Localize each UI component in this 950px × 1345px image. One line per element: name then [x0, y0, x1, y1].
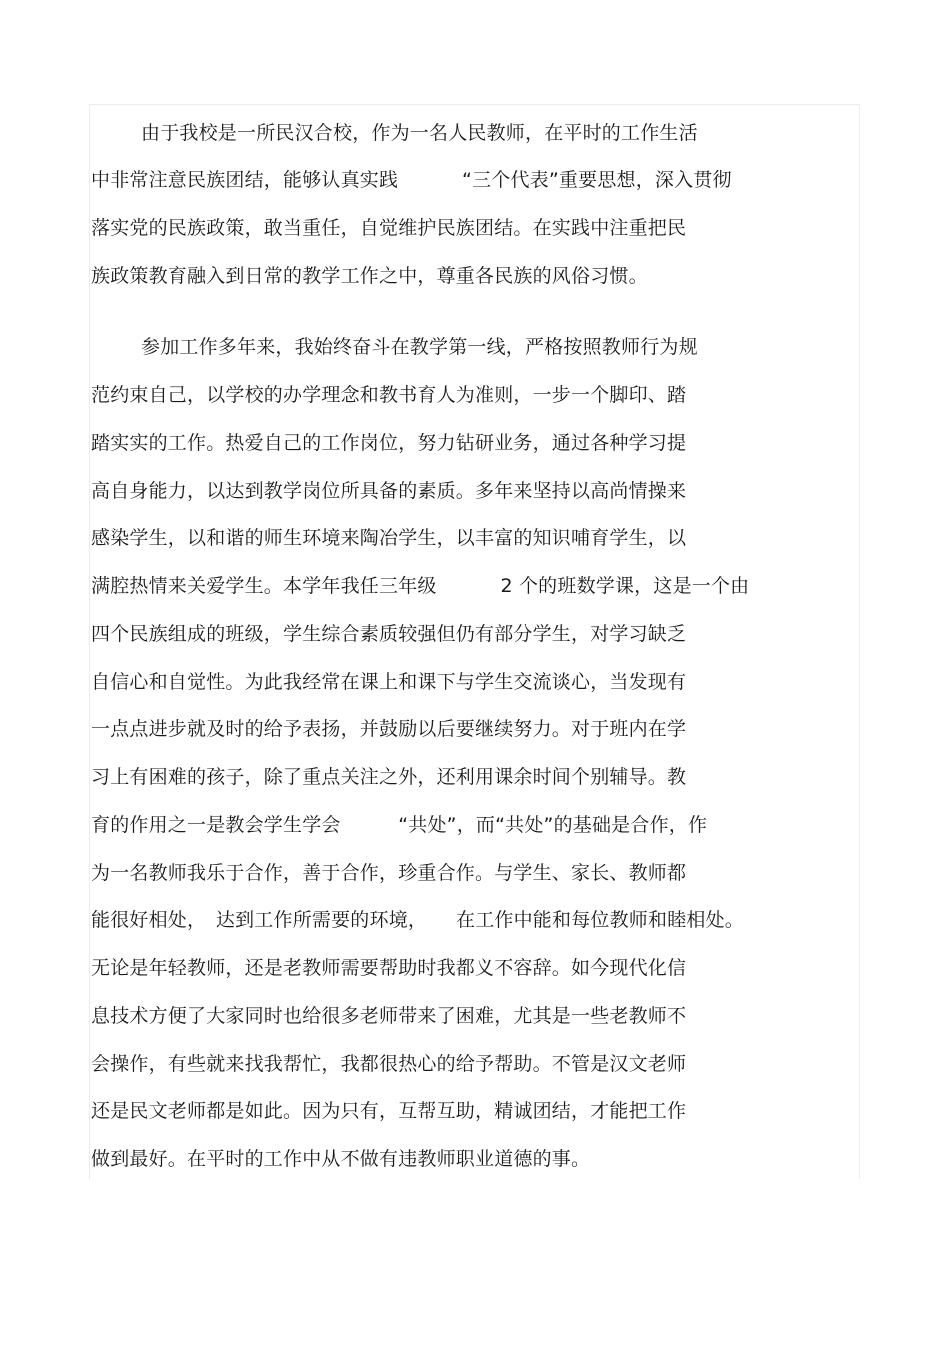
text-line: 感染学生，以和谐的师生环境来陶冶学生，以丰富的知识哺育学生，以	[91, 527, 687, 549]
text-line: 能很好相处， 达到工作所需要的环境， 在工作中能和每位教师和睦相处。	[91, 909, 745, 931]
text-line: 由于我校是一所民汉合校，作为一名人民教师，在平时的工作生活	[141, 122, 698, 144]
text-line: 参加工作多年来，我始终奋斗在教学第一线，严格按照教师行为规	[141, 336, 698, 358]
text-line: 习上有困难的孩子，除了重点关注之外，还利用课余时间个别辅导。教	[91, 766, 687, 788]
text-line: 满腔热情来关爱学生。本学年我任三年级 2 个的班数学课，这是一个由	[91, 575, 750, 597]
text-line: 为一名教师我乐于合作，善于合作，珍重合作。与学生、家长、教师都	[91, 862, 687, 884]
text-line: 无论是年轻教师，还是老教师需要帮助时我都义不容辞。如今现代化信	[91, 957, 687, 979]
text-line: 族政策教育融入到日常的教学工作之中，尊重各民族的风俗习惯。	[91, 265, 648, 287]
text-line: 范约束自己，以学校的办学理念和教书育人为准则，一步一个脚印、踏	[91, 384, 687, 406]
text-line: 会操作，有些就来找我帮忙，我都很热心的给予帮助。不管是汉文老师	[91, 1053, 687, 1075]
text-line: 四个民族组成的班级，学生综合素质较强但仍有部分学生，对学习缺乏	[91, 623, 687, 645]
text-line: 落实党的民族政策，敢当重任，自觉维护民族团结。在实践中注重把民	[91, 217, 687, 239]
text-line: 做到最好。在平时的工作中从不做有违教师职业道德的事。	[91, 1148, 591, 1170]
text-line: 息技术方便了大家同时也给很多老师带来了困难，尤其是一些老教师不	[91, 1005, 687, 1027]
text-line: 还是民文老师都是如此。因为只有，互帮互助，精诚团结，才能把工作	[91, 1100, 687, 1122]
text-line: 踏实实的工作。热爱自己的工作岗位，努力钻研业务，通过各种学习提	[91, 432, 687, 454]
text-line: 高自身能力，以达到教学岗位所具备的素质。多年来坚持以高尚情操来	[91, 480, 687, 502]
text-line: 自信心和自觉性。为此我经常在课上和课下与学生交流谈心，当发现有	[91, 671, 687, 693]
text-line: 一点点进步就及时的给予表扬，并鼓励以后要继续努力。对于班内在学	[91, 718, 687, 740]
text-line: 中非常注意民族团结，能够认真实践 “三个代表”重要思想，深入贯彻	[91, 169, 732, 191]
text-line: 育的作用之一是教会学生学会 “共处”，而“共处”的基础是合作，作	[91, 814, 708, 836]
